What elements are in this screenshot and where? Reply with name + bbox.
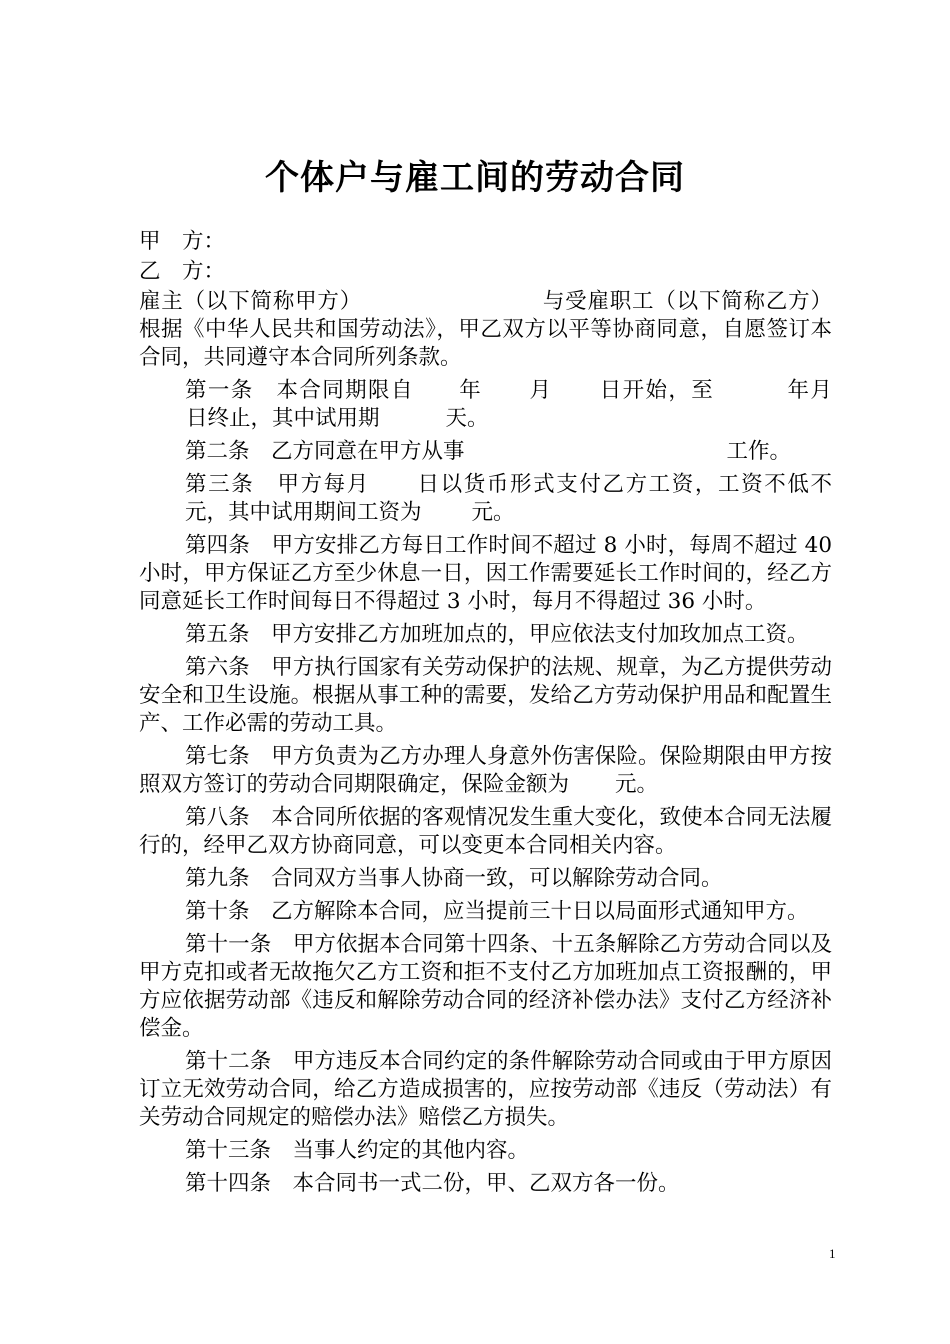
- article-3-text-b: 日以货币形式支付乙方工资，工资不低不: [415, 472, 832, 497]
- article-10: 第十条 乙方解除本合同，应当提前三十日以局面形式通知甲方。: [185, 899, 809, 924]
- article-7-text-a: 第七条 甲方负责为乙方办理人身意外伤害保险。保险期限由甲方按照双方签订的劳动合同期限确定，保险金额为: [139, 744, 832, 797]
- article-6: 第六条 甲方执行国家有关劳动保护的法规、规章，为乙方提供劳动安全和卫生设施。根据从事工种的需要，发给乙方劳动保护用品和配置生产、工作必需的劳动工具。: [139, 655, 832, 736]
- article-3-text-a: 第三条 甲方每月: [185, 472, 370, 497]
- party-b-line: 乙 方：: [139, 259, 226, 284]
- article-1-year: 年: [457, 378, 483, 403]
- article-14: 第十四条 本合同书一式二份，甲、乙双方各一份。: [185, 1171, 680, 1196]
- article-1-days: 天。: [445, 406, 489, 431]
- article-1-text-d: 日开始，至: [598, 378, 715, 403]
- preamble-text: 与受雇职工（以下简称乙方）根据《中华人民共和国劳动法》，甲乙双方以平等协商同意，自愿签订本合同，共同遵守本合同所列条款。: [139, 289, 832, 370]
- party-a-line: 甲 方：: [139, 229, 226, 254]
- article-3-text-d: 元。: [471, 500, 515, 525]
- article-2-text-b: 工作。: [726, 439, 792, 464]
- article-1-text-a: 第一条 本合同期限自: [185, 378, 414, 403]
- article-1-month-end: 月: [810, 378, 832, 403]
- page-number: 1: [829, 1246, 836, 1261]
- contract-body: [139, 228, 832, 1203]
- preamble-employer: 雇主（以下简称甲方）: [139, 289, 363, 314]
- article-8: 第八条 本合同所依据的客观情况发生重大变化，致使本合同无法履行的，经甲乙双方协商同意，可以变更本合同相关内容。: [139, 805, 832, 858]
- article-5: 第五条 甲方安排乙方加班加点的，甲应依法支付加玫加点工资。: [185, 622, 809, 647]
- preamble-paragraph: [139, 288, 832, 372]
- document-title: 个体户与雇工间的劳动合同: [265, 158, 685, 198]
- article-7-text-b: 元。: [615, 772, 659, 797]
- article-9: 第九条 合同双方当事人协商一致，可以解除劳动合同。: [185, 866, 723, 891]
- article-1-text-g: 日终止，其中试用期: [186, 406, 380, 431]
- article-2: [139, 438, 832, 466]
- article-7: [139, 743, 832, 799]
- article-11: 第十一条 甲方依据本合同第十四条、十五条解除乙方劳动合同以及甲方克扣或者无故拖欠乙方工资和拒不支付乙方加班加点工资报酬的，甲方应依据劳动部《违反和解除劳动合同的经济补偿办法》支付乙方经济补偿金。: [139, 932, 832, 1041]
- article-1-year-end: 年: [786, 378, 811, 403]
- article-4: 第四条 甲方安排乙方每日工作时间不超过 8 小时，每周不超过 40 小时，甲方保证乙方至少休息一日，因工作需要延长工作时间的，经乙方同意延长工作时间每日不得超过 3 小时，每月不得超过 36 小时。: [139, 533, 832, 614]
- article-1: [139, 377, 832, 433]
- article-3-text-c: 元，其中试用期间工资为: [185, 500, 422, 525]
- article-13: 第十三条 当事人约定的其他内容。: [185, 1138, 530, 1163]
- article-3: [139, 471, 832, 527]
- article-12: 第十二条 甲方违反本合同约定的条件解除劳动合同或由于甲方原因订立无效劳动合同，给乙方造成损害的，应按劳动部《违反（劳动法）有关劳动合同规定的赔偿办法》赔偿乙方损失。: [139, 1049, 832, 1130]
- article-2-text-a: 第二条 乙方同意在甲方从事: [185, 439, 465, 464]
- article-1-month: 月: [528, 378, 553, 403]
